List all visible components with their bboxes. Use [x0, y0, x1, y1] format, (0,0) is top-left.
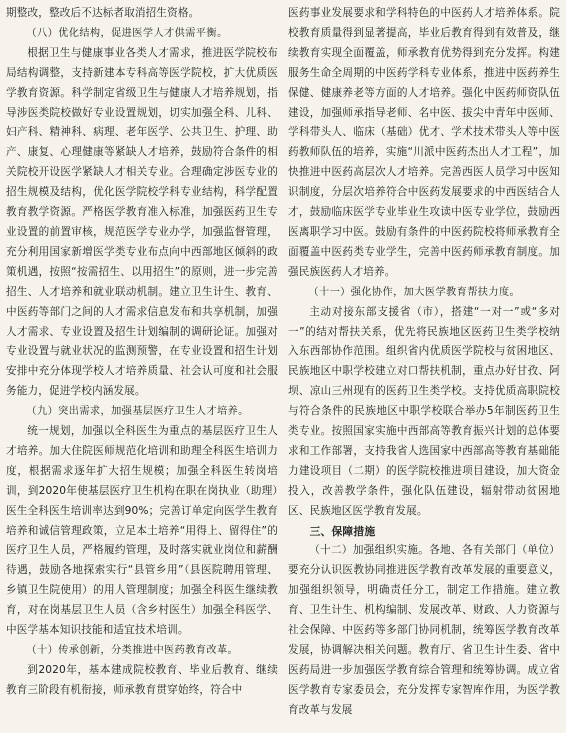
paragraph: 到2020年，基本建成院校教育、毕业后教育、继续教育三阶段有机衔接，师承教育贯穿始终，符合中: [6, 663, 278, 696]
paragraph: （十二）加强组织实施。各地、各有关部门（单位）要充分认识医教协同推进医学教育改革发展的重要意义，加强组织领导，明确责任分工，制定工作措施。建立教育、卫生计生、机构编制、发展改革、财政、人力资源与社会保障、中医药等多部门协同机制，统筹医学教育改革发展，协调解决相关问题。教育厅、省卫生计生委、省中医药局进一步加强医学教育综合管理和统筹协调。成立省医学教育专家委员会，充分发挥专家智库作用，为医学教育改革与发展: [288, 544, 560, 716]
paragraph: 根据卫生与健康事业各类人才需求，推进医学院校布局结构调整，支持新建本专科高等医学院校，扩大优质医学教育资源。科学制定省级卫生与健康人才培养规划，指导涉医类院校做好专业设置规划，切实加强全科、儿科、妇产科、精神科、病理、老年医学、公共卫生、护理、助产、康复、心理健康等紧缺人才培养，鼓励符合条件的相关院校开设医学紧缺人才相关专业。合理确定涉医专业的招生规模及结构，优化医学院校学科专业结构，科学配置教育教学资源。严格医学教育准入标准，加强医药卫生专业设置的前置审核，规范医学专业办学，加强监督管理，充分利用国家新增医学类专业布点向中西部地区倾斜的政策机遇，按照“按需招生、以用招生”的原则，进一步完善招生、人才培养和就业联动机制。建立卫生计生、教育、中医药等部门之间的人才需求信息发布和共享机制，加强人才需求、专业设置及招生计划编制的调研论证。加强对专业设置与就业状况的监测预警，在专业设置和招生计划安排中充分体现学校人才培养质量、社会认可度和社会服务能力，促进学校内涵发展。: [6, 46, 278, 398]
chapter-heading-safeguards: 三、保障措施: [309, 524, 376, 538]
paragraph: 医药事业发展要求和学科特色的中医药人才培养体系。院校教育质量得到显著提高，毕业后教育得到有效普及，继续教育实现全面覆盖，师承教育优势得到充分发挥。构建服务生命全周期的中医药学科专业体系，推进中医药养生保健、健康养老等方面的人才培养。强化中医药师资队伍建设，加强师承指导老师、名中医、拔尖中青年中医师、学科带头人、临床（基础）优才、学术技术带头人等中医药教师队伍的培养，实施“川派中医药杰出人才工程”，加快推进中医药高层次人才培养。完善西医人员学习中医知识制度，分层次培养符合中医药发展要求的中西医结合人才，鼓励临床医学专业毕业生攻读中医专业学位，鼓励西医离职学习中医。鼓励有条件的中医药院校将师承教育全面覆盖中医药类专业学生，完善中医药师承教育制度。加强民族医药人才培养。: [288, 7, 560, 278]
section-heading-10: （十）传承创新，分类推进中医药教育改革。: [26, 645, 239, 656]
section-heading-8: （八）优化结构，促进医学人才供需平衡。: [26, 27, 228, 39]
paragraph: 统一规划，加强以全科医生为重点的基层医疗卫生人才培养。加大住院医师规范化培训和助理全科医生培训力度，根据需求逐年扩大招生规模；加强全科医生转岗培训，到2020年使基层医疗卫生机构在职在岗执业（助理）医生全科医生培训率达到90%；完善订单定向医学生教育培养和诚信管理政策，立足本土培养“用得上、留得住”的医疗卫生人员，严格履约管理，及时落实就业岗位和薪酬待遇，鼓励各地探索实行“县管乡用”（县医院聘用管理、乡镇卫生院使用）的用人管理制度；加强全科医生继续教育，对在岗基层卫生人员（含乡村医生）加强全科医学、中医学基本知识技能和适宜技术培训。: [6, 425, 278, 637]
section-heading-9: （九）突出需求，加强基层医疗卫生人才培养。: [26, 406, 249, 418]
paragraph: 期整改，整改后不达标者取消招生资格。: [6, 7, 200, 19]
paragraph: 主动对接东部支援省（市），搭建“一对一”或“多对一”的结对帮扶关系，优先将民族地区医药卫生类学校纳入东西部协作范围。组织省内优质医学院校与贫困地区、民族地区中职学校建立对口帮扶机制，重点办好甘孜、阿坝、凉山三州现有的医药卫生类学校。支持优质高职院校与符合条件的民族地区中职学校联合举办5年制医药卫生类专业。按照国家实施中西部高等教育振兴计划的总体要求和工作部署，支持我省人选国家中西部高等教育基础能力建设项目（二期）的医学院校推进项目建设，加大资金投入，改善教学条件，强化队伍建设，辐射带动贫困地区、民族地区医学教育发展。: [288, 305, 560, 517]
left-column: [6, 4, 278, 733]
right-column: [288, 4, 560, 733]
section-heading-11: （十一）强化协作，加大医学教育帮扶力度。: [308, 286, 521, 298]
